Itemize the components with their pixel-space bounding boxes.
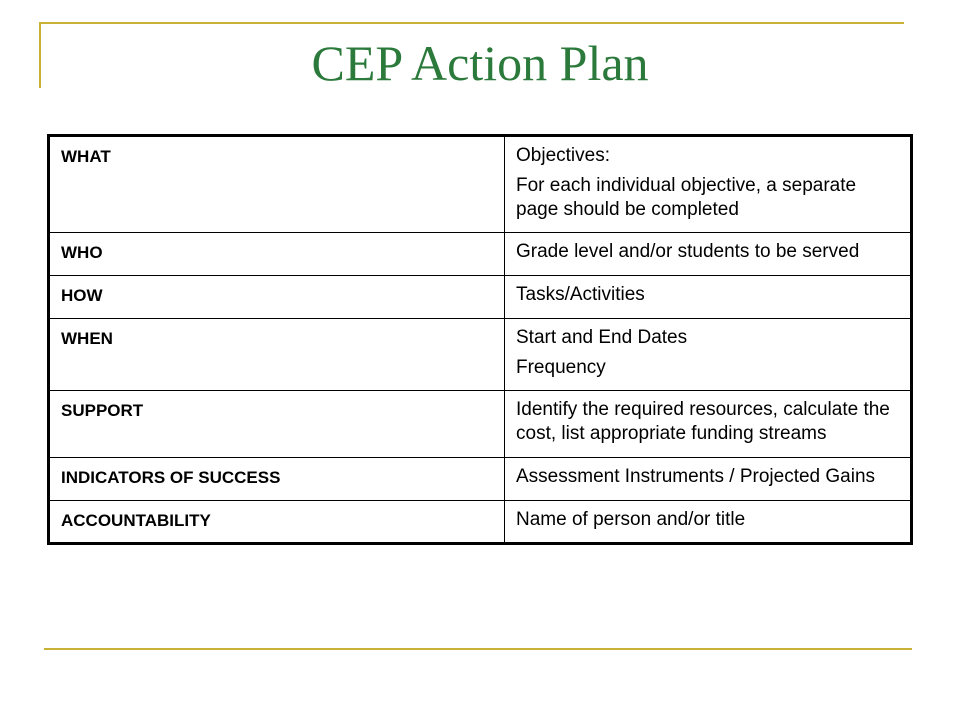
- decorative-top-line: [39, 22, 904, 24]
- row-label: SUPPORT: [49, 391, 505, 458]
- row-value: [505, 318, 912, 391]
- row-value-line: Assessment Instruments / Projected Gains: [516, 465, 876, 487]
- table-row-indicators-of-success: [49, 457, 912, 500]
- row-value: [505, 136, 912, 233]
- action-plan-table: [47, 134, 913, 545]
- row-value-line: For each individual objective, a separate page should be completed: [516, 174, 857, 220]
- row-value-line: Objectives:: [516, 145, 610, 166]
- row-value: [505, 500, 912, 544]
- row-value: [505, 391, 912, 458]
- row-label: WHO: [49, 233, 505, 276]
- row-value-line: Name of person and/or title: [516, 508, 746, 530]
- row-value-line: Grade level and/or students to be served: [516, 241, 860, 263]
- row-value-line: Identify the required resources, calculate the cost, list appropriate funding streams: [516, 399, 890, 444]
- row-value-line: Start and End Dates: [516, 326, 688, 348]
- table-row-who: [49, 233, 912, 276]
- row-label: INDICATORS OF SUCCESS: [49, 457, 505, 500]
- decorative-bottom-line: [44, 648, 912, 650]
- row-label: HOW: [49, 276, 505, 319]
- row-label: WHEN: [49, 318, 505, 391]
- table-row-how: [49, 276, 912, 319]
- row-value: [505, 233, 912, 276]
- row-label: WHAT: [49, 136, 505, 233]
- row-value-line: Frequency: [516, 356, 606, 378]
- row-value: [505, 276, 912, 319]
- row-value-line: Tasks/Activities: [516, 284, 645, 305]
- row-value: [505, 457, 912, 500]
- slide-title: CEP Action Plan: [311, 35, 649, 91]
- table-row-support: [49, 391, 912, 458]
- table-row-when: [49, 318, 912, 391]
- table-row-accountability: [49, 500, 912, 544]
- table-row-what: [49, 136, 912, 233]
- row-label: ACCOUNTABILITY: [49, 500, 505, 544]
